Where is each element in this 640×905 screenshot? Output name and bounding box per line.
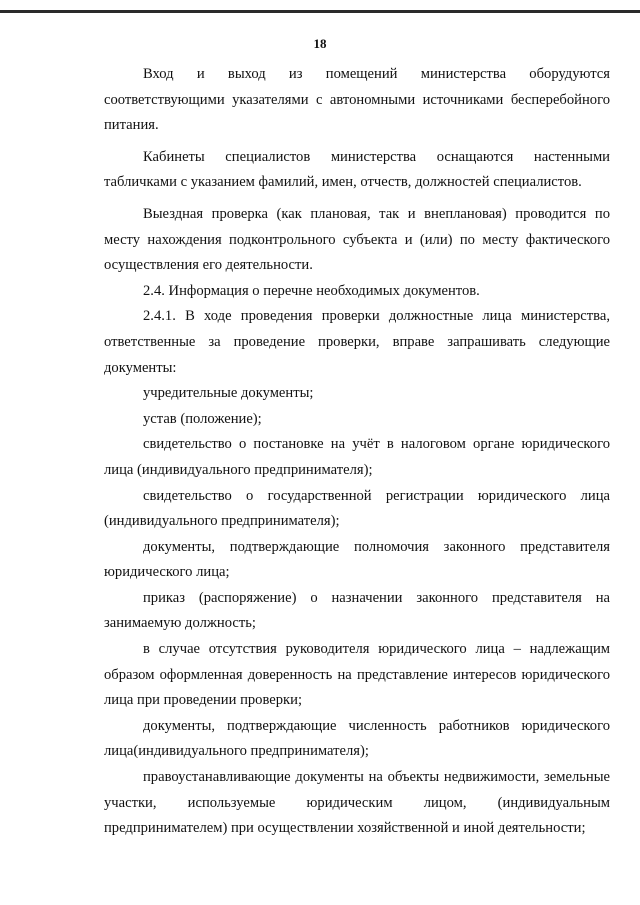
page-number: 18 [313, 36, 327, 51]
list-item-power-of-attorney: в случае отсутствия руководителя юридического лица – надлежащим образом оформленная доверенность на представление интересов юридического лица при проведении проверки; [104, 641, 610, 709]
section-heading-2-4: 2.4. Информация о перечне необходимых документов. [143, 282, 480, 299]
paragraph-field-inspection: Выездная проверка (как плановая, так и внеплановая) проводится по месту нахождения подконтрольного субъекта и (или) по месту фактического осуществления его деятельности. [104, 205, 610, 274]
list-item-charter: устав (положение); [143, 410, 262, 427]
paragraph-entrance-exit: Вход и выход из помещений министерства оборудуются соответствующими указателями с автономными источниками бесперебойного питания. [104, 66, 610, 134]
list-item-appointment-order: приказ (распоряжение) о назначении законного представителя на занимаемую должность; [104, 589, 610, 632]
list-item-tax-registration: свидетельство о постановке на учёт в налоговом органе юридического лица (индивидуального предпринимателя); [104, 436, 610, 478]
list-item-employee-count: документы, подтверждающие численность работников юридического лица(индивидуального предпринимателя); [104, 717, 610, 760]
paragraph-office-signs: Кабинеты специалистов министерства оснащаются настенными табличками с указанием фамилий, имен, отчеств, должностей специалистов. [104, 148, 610, 191]
paragraph-2-4-1: 2.4.1. В ходе проведения проверки должностные лица министерства, ответственные за проведение проверки, вправе запрашивать следующие документы: [104, 308, 610, 376]
top-border-line [0, 10, 640, 13]
list-item-state-registration: свидетельство о государственной регистрации юридического лица (индивидуального предпринимателя); [104, 487, 610, 530]
list-item-representative-powers: документы, подтверждающие полномочия законного представителя юридического лица; [104, 538, 610, 581]
list-item-property-documents: правоустанавливающие документы на объекты недвижимости, земельные участки, используемые юридическим лицом, (индивидуальным предпринимателем) при осуществлении хозяйственной и иной деятельности; [104, 769, 610, 837]
list-item-founding-documents: учредительные документы; [143, 385, 314, 402]
document-body [104, 62, 610, 842]
